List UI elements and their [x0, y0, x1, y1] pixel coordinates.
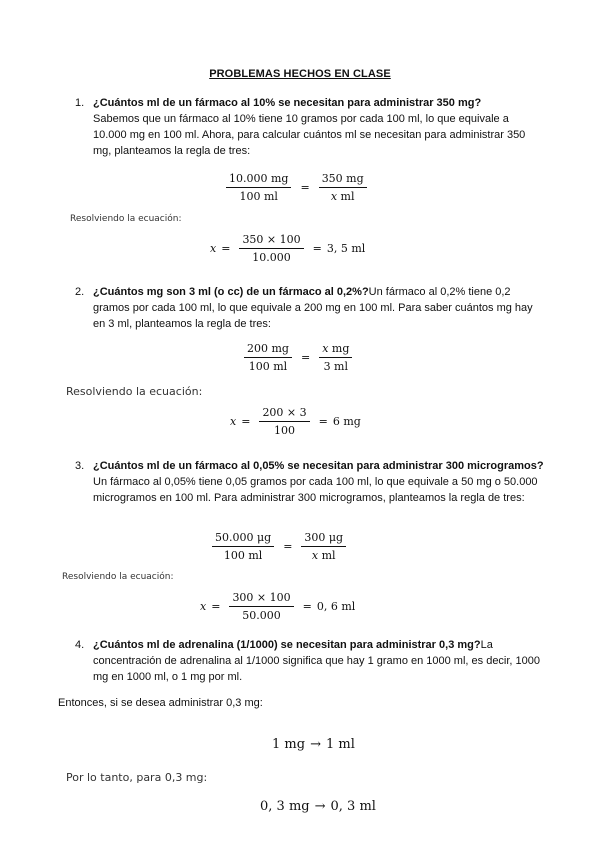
closing-intro: Entonces, si se desea administrar 0,3 mg:	[58, 697, 263, 709]
problem-body: Un fármaco al 0,2% tiene 0,2 gramos por cada 100 ml, lo que equivale a 200 mg en 100 ml. Para saber cuántos mg hay en 3 ml, planteamos la regla de tres:	[93, 286, 533, 330]
right-fraction: $\frac{300 \mu g}{\text{x ml}}$	[301, 531, 346, 562]
solution-fraction: $\frac{200 \times 3}{100}$	[259, 406, 309, 437]
solving-label: Resolviendo la ecuación:	[70, 214, 182, 224]
problem-3	[75, 458, 545, 506]
left-fraction: $\frac{200 mg}{100 ml}$	[244, 342, 292, 373]
therefore-label: Por lo tanto, para 0,3 mg:	[66, 771, 208, 784]
solution-result: 6 mg	[332, 415, 361, 428]
solution-equation-3: x = $\frac{300 \times 100}{50.000}$ = 0, 6 ml	[200, 591, 356, 622]
problem-number: 2.	[75, 286, 85, 298]
left-fraction: $\frac{10.000 mg}{100 ml}$	[226, 172, 291, 203]
proportion-equation-2: $\frac{200 mg}{100 ml}$ = $\frac{\text{x mg}}{3 ml}$	[240, 342, 356, 373]
proportion-equation-1: $\frac{10.000 mg}{100 ml}$ = $\frac{350 mg}{\text{x ml}}$	[222, 172, 371, 203]
page-title: PROBLEMAS HECHOS EN CLASE	[209, 68, 391, 80]
problem-body: Un fármaco al 0,05% tiene 0,05 gramos por cada 100 ml, lo que equivale a 50 mg o 50.000 microgramos en 100 ml. Para administrar 300 microgramos, planteamos la regla de tres:	[93, 476, 538, 504]
right-fraction: $\frac{\text{x mg}}{3 ml}$	[319, 342, 352, 373]
solving-label: Resolviendo la ecuación:	[66, 385, 203, 398]
relation-equation-2: 0, 3 mg → 0, 3 ml	[260, 799, 376, 814]
problem-2	[75, 284, 545, 332]
problem-question: ¿Cuántos ml de un fármaco al 10% se necesitan para administrar 350 mg?	[93, 97, 482, 109]
left-fraction: $\frac{50.000 \mu g}{100 ml}$	[212, 531, 274, 562]
arrow-icon: →	[314, 799, 326, 814]
relation-equation-1: 1 mg → 1 ml	[272, 737, 355, 752]
proportion-equation-3: $\frac{50.000 \mu g}{100 ml}$ = $\frac{300 \mu g}{\text{x ml}}$	[208, 531, 350, 562]
problem-number: 3.	[75, 460, 85, 472]
solution-equation-1: x = $\frac{350 \times 100}{10.000}$ = 3, 5 ml	[210, 233, 366, 264]
arrow-icon: →	[310, 737, 321, 752]
problem-question: ¿Cuántos mg son 3 ml (o cc) de un fármaco al 0,2%?	[93, 286, 369, 298]
problem-question: ¿Cuántos ml de adrenalina (1/1000) se necesitan para administrar 0,3 mg?	[93, 639, 481, 651]
problem-question: ¿Cuántos ml de un fármaco al 0,05% se necesitan para administrar 300 microgramos?	[93, 460, 544, 472]
right-fraction: $\frac{350 mg}{\text{x ml}}$	[319, 172, 367, 203]
solution-result: 3, 5 ml	[326, 242, 366, 255]
problem-body: La concentración de adrenalina al 1/1000 significa que hay 1 gramo en 1000 ml, es decir, 1000 mg en 1000 ml, o 1 mg por ml.	[93, 639, 541, 683]
solution-fraction: $\frac{350 \times 100}{10.000}$	[239, 233, 303, 264]
solution-result: 0, 6 ml	[316, 600, 356, 613]
solving-label: Resolviendo la ecuación:	[62, 572, 174, 582]
problem-number: 1.	[75, 97, 85, 109]
solution-fraction: $\frac{300 \times 100}{50.000}$	[229, 591, 293, 622]
solution-equation-2: x = $\frac{200 \times 3}{100}$ = 6 mg	[230, 406, 361, 437]
problem-body: Sabemos que un fármaco al 10% tiene 10 gramos por cada 100 ml, lo que equivale a 10.000 mg en 100 ml. Ahora, para calcular cuántos ml se necesitan para administrar 350 mg, planteamos la regla de tres:	[93, 113, 526, 157]
problem-number: 4.	[75, 639, 85, 651]
problem-4	[75, 637, 545, 685]
problem-1	[75, 95, 545, 159]
